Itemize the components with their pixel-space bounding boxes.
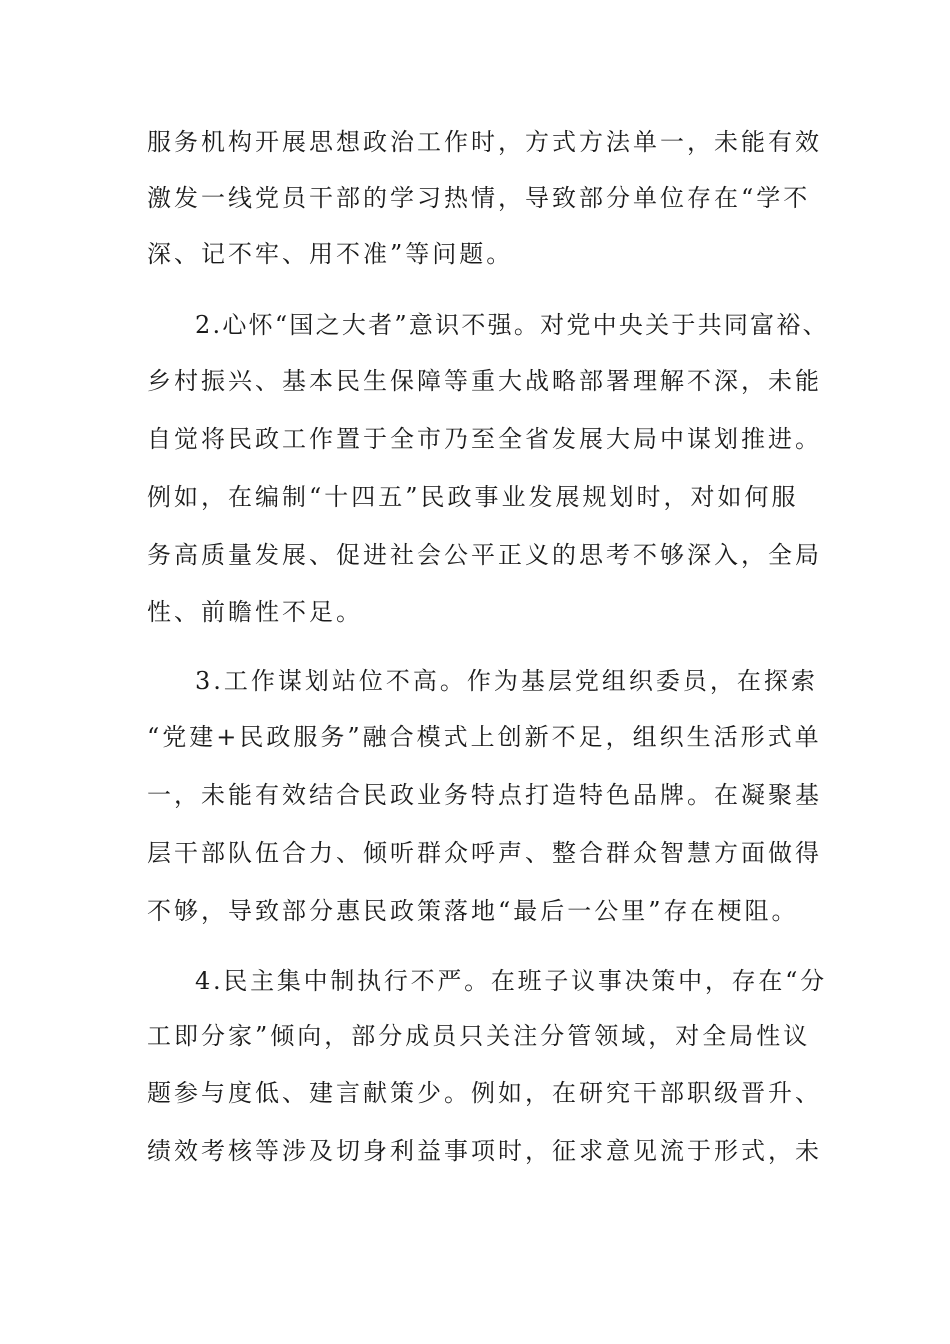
text-line: 性、前瞻性不足。 bbox=[147, 598, 363, 626]
text-line: 例如，在编制“十四五”民政事业发展规划时，对如何服 bbox=[147, 483, 799, 511]
text-line: 题参与度低、建言献策少。例如，在研究干部职级晋升、 bbox=[147, 1079, 822, 1107]
text-line: 一，未能有效结合民政业务特点打造特色品牌。在凝聚基 bbox=[147, 781, 822, 809]
text-line: “党建+民政服务”融合模式上创新不足，组织生活形式单 bbox=[147, 723, 822, 751]
text-line: 工即分家”倾向，部分成员只关注分管领域，对全局性议 bbox=[147, 1022, 811, 1050]
paragraph-heading-3: 3.工作谋划站位不高。作为基层党组织委员，在探索 bbox=[195, 667, 818, 695]
text-line: 不够，导致部分惠民政策落地“最后一公里”存在梗阻。 bbox=[147, 897, 799, 925]
text-line: 深、记不牢、用不准”等问题。 bbox=[147, 240, 514, 268]
text-line: 绩效考核等涉及切身利益事项时，征求意见流于形式，未 bbox=[147, 1137, 822, 1165]
text-line: 激发一线党员干部的学习热情，导致部分单位存在“学不 bbox=[147, 184, 811, 212]
text-line: 自觉将民政工作置于全市乃至全省发展大局中谋划推进。 bbox=[147, 425, 822, 453]
text-line: 乡村振兴、基本民生保障等重大战略部署理解不深，未能 bbox=[147, 367, 822, 395]
paragraph-heading-2: 2.心怀“国之大者”意识不强。对党中央关于共同富裕、 bbox=[195, 311, 829, 339]
text-line: 层干部队伍合力、倾听群众呼声、整合群众智慧方面做得 bbox=[147, 839, 822, 867]
paragraph-heading-4: 4.民主集中制执行不严。在班子议事决策中，存在“分 bbox=[195, 967, 827, 995]
text-line: 服务机构开展思想政治工作时，方式方法单一，未能有效 bbox=[147, 128, 822, 156]
text-line: 务高质量发展、促进社会公平正义的思考不够深入，全局 bbox=[147, 541, 822, 569]
